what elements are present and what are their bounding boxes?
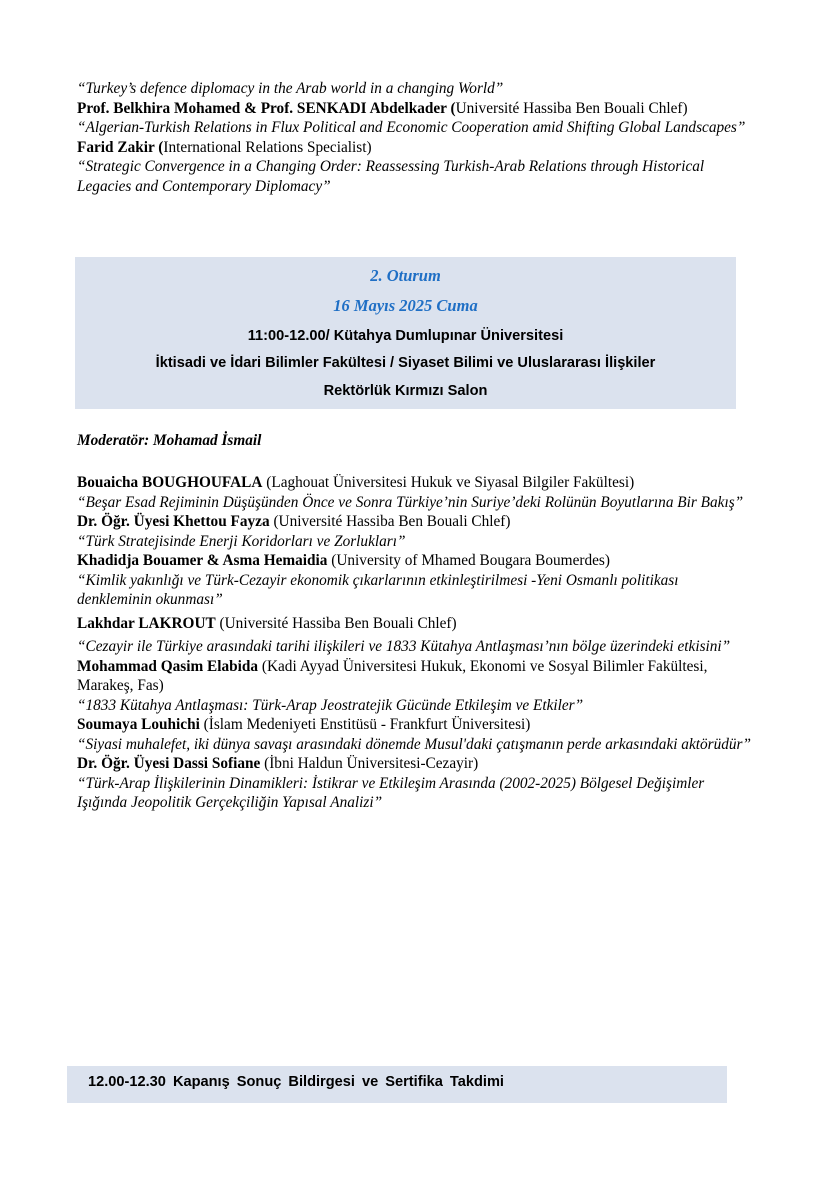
paper-affiliation: (Kadi Ayyad Üniversitesi Hukuk, Ekonomi ve Sosyal Bilimler Fakültesi, Marakeş, Fas) xyxy=(77,657,708,694)
session-header xyxy=(75,257,736,409)
paper-author-line xyxy=(77,138,757,158)
paper-affiliation: (İbni Haldun Üniversitesi-Cezayir) xyxy=(260,755,479,772)
paper-affiliation: Université Hassiba Ben Bouali Chlef) xyxy=(455,99,688,117)
session-number: 2. Oturum xyxy=(370,266,441,285)
paper-author: Lakhdar LAKROUT xyxy=(77,614,216,632)
session-date: 16 Mayıs 2025 Cuma xyxy=(333,296,478,315)
paper-title: “Turkey’s defence diplomacy in the Arab world in a changing World” xyxy=(77,80,504,97)
paper-author-line xyxy=(77,473,757,493)
top-entries xyxy=(77,79,757,196)
paper-title: “Türk-Arap İlişkilerinin Dinamikleri: İstikrar ve Etkileşim Arasında (2002-2025) Bölgesel Değişimler Işığında Jeopolitik Gerçekçiliğin Yapısal Analizi” xyxy=(77,774,705,811)
paper-author-line xyxy=(77,715,757,735)
paper-author-line xyxy=(77,512,757,532)
paper-author: Mohammad Qasim Elabida xyxy=(77,657,259,675)
paper-title: “Beşar Esad Rejiminin Düşüşünden Önce ve Sonra Türkiye’nin Suriye’deki Rolünün Boyutlarına Bir Bakış” xyxy=(77,493,744,511)
paper-author-line xyxy=(77,99,757,119)
moderator: Moderatör: Mohamad İsmail xyxy=(77,432,262,449)
closing-text: 12.00-12.30 Kapanış Sonuç Bildirgesi ve Sertifika Takdimi xyxy=(88,1074,504,1090)
paper-title: “Türk Stratejisinde Enerji Koridorları ve Zorlukları” xyxy=(77,532,406,550)
paper-title: “Algerian-Turkish Relations in Flux Political and Economic Cooperation amid Shifting Global Landscapes” xyxy=(77,119,746,136)
session-time-venue: 11:00-12.00/ Kütahya Dumlupınar Üniversitesi xyxy=(247,328,564,344)
paper-author: Dr. Öğr. Üyesi Dassi Sofiane xyxy=(77,755,261,772)
paper-affiliation: (Université Hassiba Ben Bouali Chlef) xyxy=(215,614,457,632)
paper-title: “Cezayir ile Türkiye arasındaki tarihi ilişkileri ve 1833 Kütahya Antlaşması’nın bölge üzerindeki etkisini” xyxy=(77,638,731,655)
paper-list xyxy=(77,473,757,813)
session-room: Rektörlük Kırmızı Salon xyxy=(323,383,488,399)
paper-author-line xyxy=(77,551,757,571)
paper-affiliation: (İslam Medeniyeti Enstitüsü - Frankfurt Üniversitesi) xyxy=(199,716,531,733)
closing-session xyxy=(67,1066,727,1103)
paper-author-line xyxy=(77,657,757,696)
paper-author-line xyxy=(77,614,757,634)
paper-author: Khadidja Bouamer & Asma Hemaidia xyxy=(77,552,328,569)
paper-affiliation: (Laghouat Üniversitesi Hukuk ve Siyasal Bilgiler Fakültesi) xyxy=(262,474,635,491)
paper-author: Farid Zakir ( xyxy=(77,138,164,156)
paper-affiliation: (Université Hassiba Ben Bouali Chlef) xyxy=(269,513,511,530)
paper-affiliation: International Relations Specialist) xyxy=(163,138,372,156)
paper-author: Prof. Belkhira Mohamed & Prof. SENKADI Abdelkader ( xyxy=(77,99,456,117)
paper-title: “Siyasi muhalefet, iki dünya savaşı arasındaki dönemde Musul'daki çatışmanın perde arkasındaki aktörüdür” xyxy=(77,735,751,753)
paper-title: “Kimlik yakınlığı ve Türk-Cezayir ekonomik çıkarlarının etkinleştirilmesi -Yeni Osmanlı politikası denkleminin okunması” xyxy=(77,571,679,608)
session-faculty: İktisadi ve İdari Bilimler Fakültesi / Siyaset Bilimi ve Uluslararası İlişkiler xyxy=(155,355,656,371)
paper-affiliation: (University of Mhamed Bougara Boumerdes) xyxy=(327,552,610,569)
paper-author: Bouaicha BOUGHOUFALA xyxy=(77,474,263,491)
paper-title: “1833 Kütahya Antlaşması: Türk-Arap Jeostratejik Gücünde Etkileşim ve Etkiler” xyxy=(77,696,584,714)
paper-author-line xyxy=(77,754,757,774)
paper-title: “Strategic Convergence in a Changing Order: Reassessing Turkish-Arab Relations through Historical Legacies and Contemporary Diplomacy” xyxy=(77,158,705,195)
paper-author: Dr. Öğr. Üyesi Khettou Fayza xyxy=(77,513,270,530)
paper-author: Soumaya Louhichi xyxy=(77,716,200,733)
